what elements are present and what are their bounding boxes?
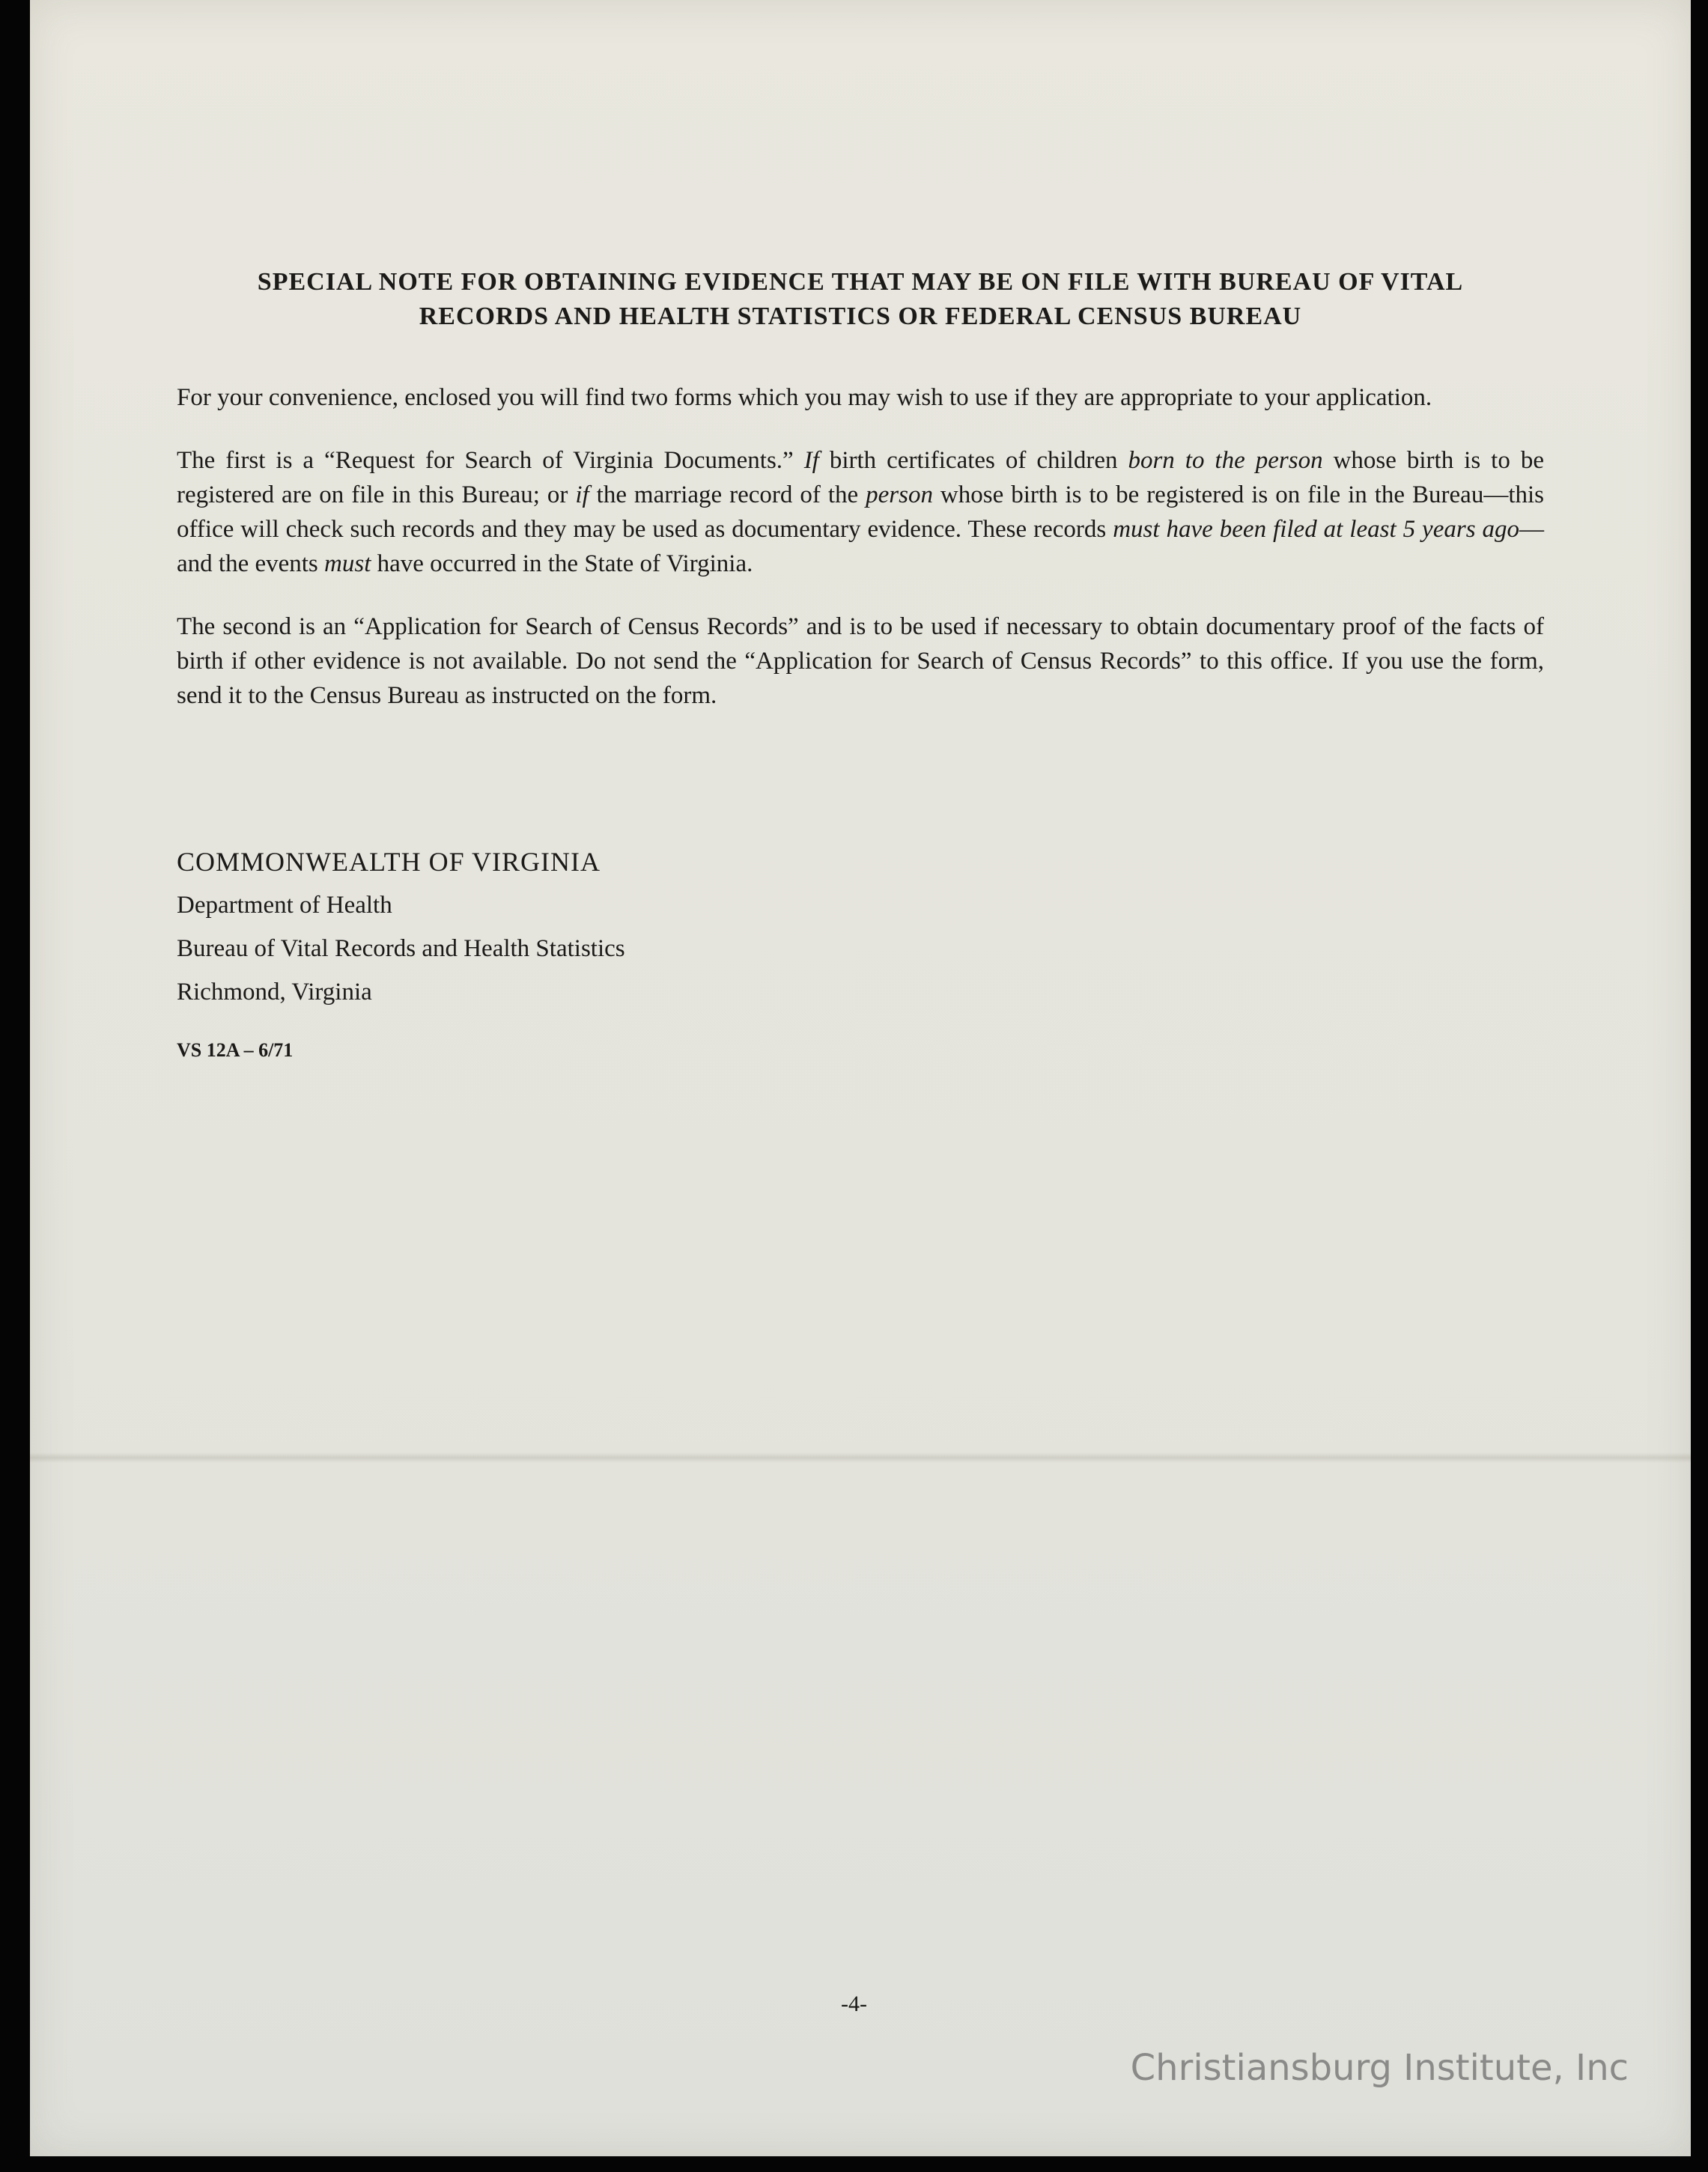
watermark: Christiansburg Institute, Inc — [1130, 2047, 1629, 2089]
paragraph-first-form: The first is a “Request for Search of Virginia Documents.” If birth certificates of children born to the person whose birth is to be registered are on file in this Bureau; or if the marriage record of the person whose birth is to be registered is on file in the Bureau—this office will check such records and they may be used as documentary evidence. These records must have been filed at least 5 years ago—and the events must have occurred in the State of Virginia. — [177, 447, 1545, 577]
address-city: Richmond, Virginia — [177, 979, 372, 1006]
address-organization: COMMONWEALTH OF VIRGINIA — [177, 847, 601, 877]
form-code: VS 12A – 6/71 — [177, 1039, 294, 1061]
address-block — [177, 840, 1544, 1014]
document-heading — [177, 265, 1544, 334]
address-bureau: Bureau of Vital Records and Health Statistics — [177, 935, 625, 962]
paragraph-convenience: For your convenience, enclosed you will find two forms which you may wish to use if they are appropriate to your application. — [177, 384, 1432, 411]
document-content — [177, 265, 1544, 1062]
paper-fold — [30, 1452, 1691, 1463]
address-department: Department of Health — [177, 892, 392, 919]
heading-line-2: RECORDS AND HEALTH STATISTICS OR FEDERAL CENSUS BUREAU — [419, 302, 1302, 330]
page-number: -4- — [841, 1992, 867, 2016]
paragraph-second-form: The second is an “Application for Search of Census Records” and is to be used if necessary to obtain documentary proof of the facts of birth if other evidence is not available. Do not send the “Application for Search of Census Records” to this office. If you use the form, send it to the Census Bureau as instructed on the form. — [177, 613, 1544, 709]
heading-line-1: SPECIAL NOTE FOR OBTAINING EVIDENCE THAT MAY BE ON FILE WITH BUREAU OF VITAL — [257, 268, 1464, 296]
